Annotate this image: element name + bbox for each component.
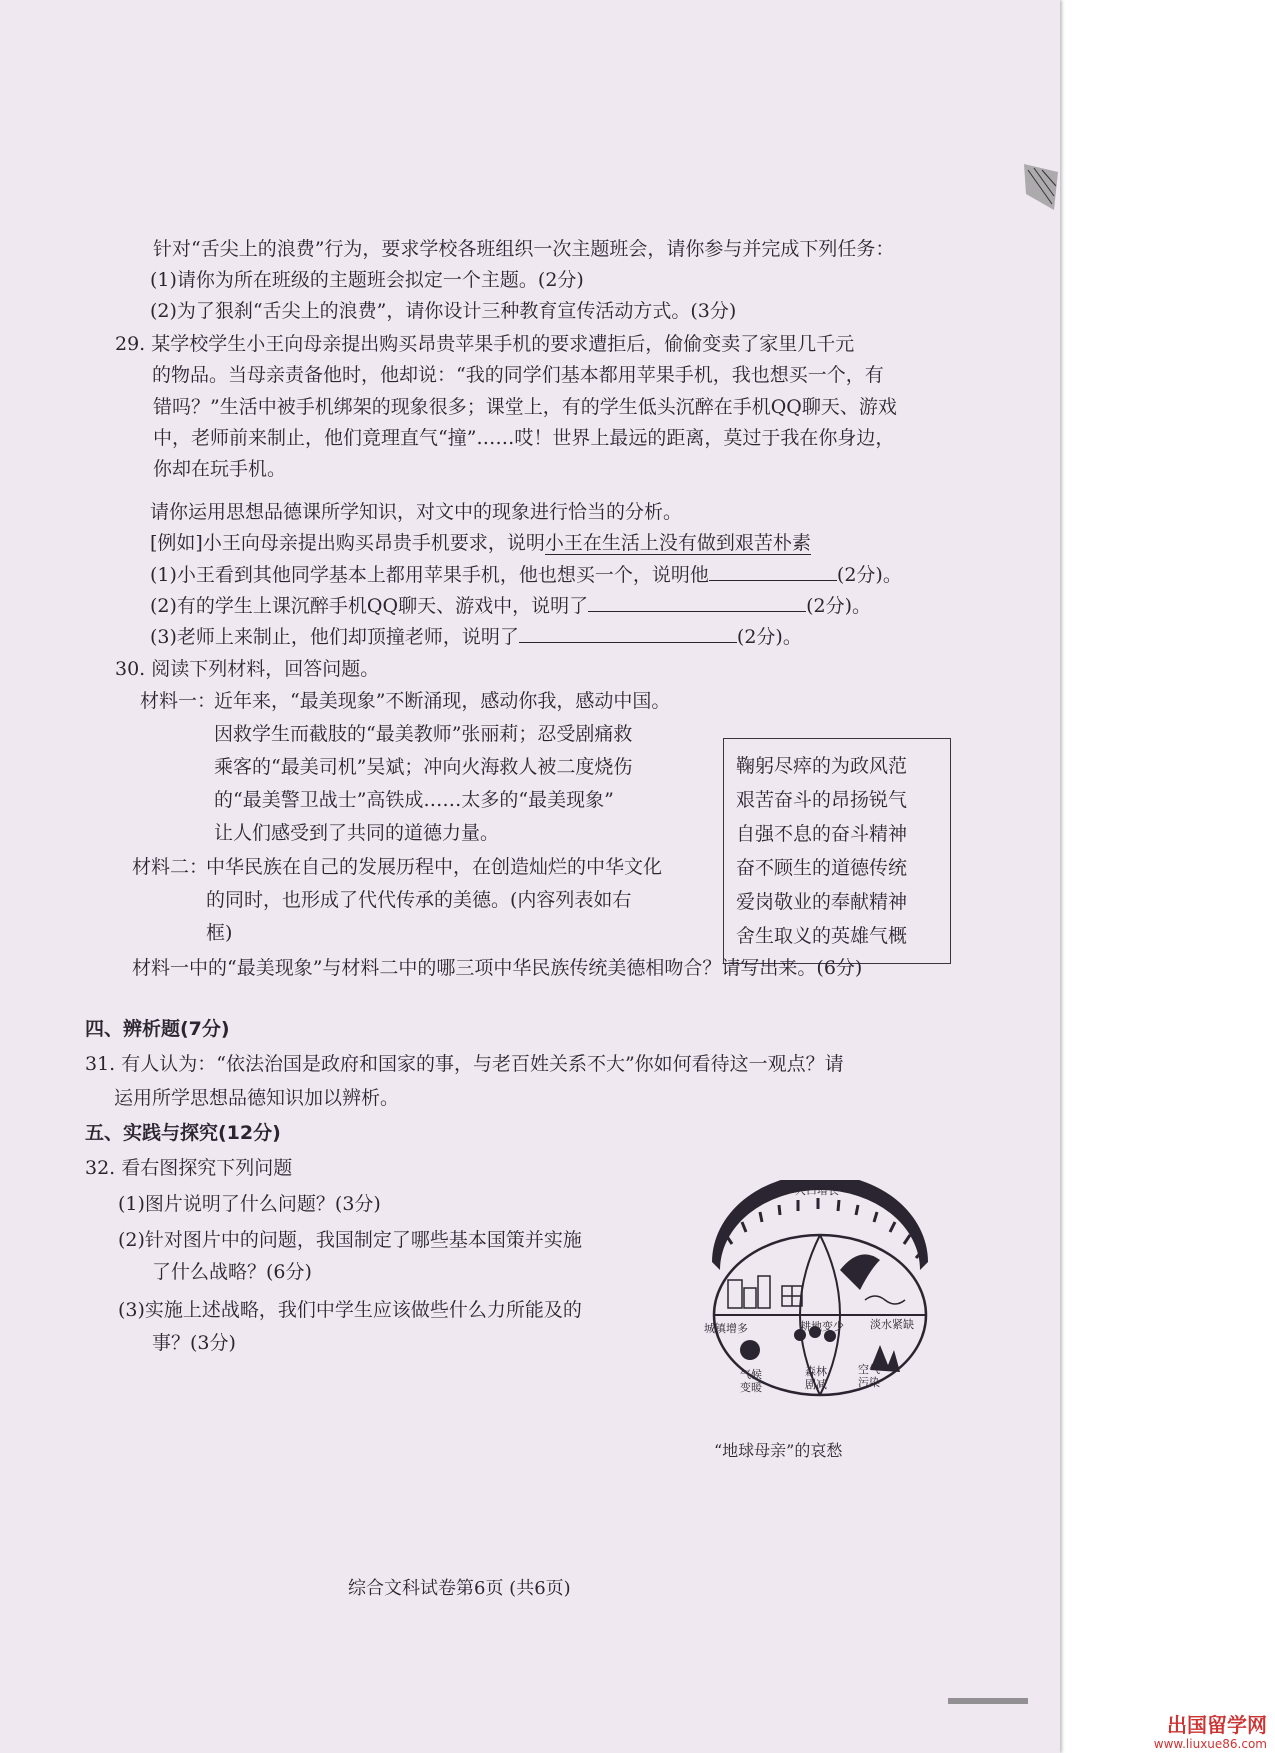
q28-task-2: (2)为了狠刹“舌尖上的浪费”，请你设计三种教育宣传活动方式。(3分)	[150, 300, 737, 322]
q30-material-2-label: 材料二：	[132, 856, 209, 878]
q28-intro: 针对“舌尖上的浪费”行为，要求学校各班组织一次主题班会，请你参与并完成下列任务：	[153, 238, 895, 260]
q30-material-1-line-5: 让人们感受到了共同的道德力量。	[214, 822, 500, 844]
q30-material-1-line-4: 的“最美警卫战士”高铁成……太多的“最美现象”	[214, 789, 614, 811]
virtue-item: 鞠躬尽瘁的为政风范	[736, 755, 908, 777]
q32-task-3a: (3)实施上述战略，我们中学生应该做些什么力所能及的	[118, 1299, 582, 1321]
q31-line-2: 运用所学思想品德知识加以辨析。	[114, 1087, 400, 1109]
q29-example-text: [例如]小王向母亲提出购买昂贵手机要求，说明	[150, 532, 545, 554]
q29-sub-3-score: (2分)。	[736, 626, 802, 648]
section-5-heading: 五、实践与探究(12分)	[85, 1122, 281, 1144]
virtue-item: 爱岗敬业的奉献精神	[736, 891, 908, 913]
virtue-item: 艰苦奋斗的昂扬锐气	[736, 789, 908, 811]
q30-material-2-line-3: 框)	[206, 922, 233, 944]
figure-label: 淡水紧缺	[870, 1318, 914, 1331]
figure-caption: “地球母亲”的哀愁	[714, 1441, 843, 1460]
virtue-item: 舍生取义的英雄气概	[736, 925, 908, 947]
q29-line-4: 中，老师前来制止，他们竟理直气“撞”……哎！世界上最远的距离，莫过于我在你身边，	[153, 427, 895, 449]
virtue-item: 奋不顾生的道德传统	[736, 857, 908, 879]
q32-task-2a: (2)针对图片中的问题，我国制定了哪些基本国策并实施	[118, 1229, 582, 1251]
q30-material-1-line-3: 乘客的“最美司机”吴斌；冲向火海救人被二度烧伤	[214, 756, 633, 778]
q29-example	[150, 531, 811, 555]
watermark-name: 出国留学网	[1167, 1713, 1267, 1737]
section-4-heading: 四、辨析题(7分)	[85, 1018, 230, 1040]
q29-sub-1-text: (1)小王看到其他同学基本上都用苹果手机，他也想买一个，说明他	[150, 564, 709, 586]
q29-line-1: 29. 某学校学生小王向母亲提出购买昂贵苹果手机的要求遭拒后，偷偷变卖了家里几千元	[115, 333, 855, 355]
q29-sub-3-text: (3)老师上来制止，他们却顶撞老师，说明了	[150, 626, 519, 648]
earth-figure	[700, 1180, 940, 1460]
q32-task-2b: 了什么战略？(6分)	[152, 1261, 312, 1283]
virtues-box	[723, 738, 951, 964]
q29-prompt: 请你运用思想品德课所学知识，对文中的现象进行恰当的分析。	[150, 501, 683, 523]
figure-label: 耕地变少	[800, 1320, 844, 1333]
q32-heading: 32. 看右图探究下列问题	[85, 1157, 293, 1179]
q29-line-3: 错吗？”生活中被手机绑架的现象很多；课堂上，有的学生低头沉醉在手机QQ聊天、游戏	[153, 396, 897, 418]
figure-label: 空气污染	[858, 1363, 880, 1389]
q30-material-1-line-1: 近年来，“最美现象”不断涌现，感动你我，感动中国。	[214, 690, 671, 712]
q29-sub-1	[150, 562, 902, 587]
q32-task-3b: 事？(3分)	[152, 1332, 236, 1354]
q28-task-1: (1)请你为所在班级的主题班会拟定一个主题。(2分)	[150, 269, 584, 291]
q30-heading: 30. 阅读下列材料，回答问题。	[115, 658, 380, 680]
scan-bottom-mark	[948, 1698, 1028, 1704]
answer-blank-2[interactable]	[588, 593, 806, 612]
site-watermark	[1154, 1713, 1267, 1751]
q29-sub-3	[150, 624, 802, 649]
q30-material-1-label: 材料一：	[140, 690, 217, 712]
q29-example-answer: 小王在生活上没有做到艰苦朴素	[544, 532, 811, 554]
watermark-url[interactable]: www.liuxue86.com	[1153, 1737, 1267, 1751]
page-footer: 综合文科试卷第6页 (共6页)	[348, 1578, 571, 1599]
q29-sub-1-score: (2分)。	[836, 564, 902, 586]
q32-task-1: (1)图片说明了什么问题？(3分)	[118, 1193, 381, 1215]
figure-label: 气候变暖	[740, 1368, 762, 1394]
answer-blank-3[interactable]	[519, 624, 737, 643]
answer-blank-1[interactable]	[709, 562, 837, 581]
q29-sub-2-text: (2)有的学生上课沉醉手机QQ聊天、游戏中，说明了	[150, 595, 589, 617]
q30-question: 材料一中的“最美现象”与材料二中的哪三项中华民族传统美德相吻合？请写出来。(6分)	[132, 957, 863, 979]
q30-material-1-line-2: 因救学生而截肢的“最美教师”张丽莉；忍受剧痛救	[214, 723, 633, 745]
q29-sub-2	[150, 593, 871, 618]
figure-label: 森林剧减	[805, 1365, 827, 1391]
q29-line-5: 你却在玩手机。	[153, 458, 287, 480]
virtue-item: 自强不息的奋斗精神	[736, 823, 908, 845]
q30-material-2-line-1: 中华民族在自己的发展历程中，在创造灿烂的中华文化	[206, 856, 663, 878]
figure-label: 城镇增多	[704, 1322, 748, 1335]
scan-edge-mark	[1024, 164, 1058, 210]
q29-sub-2-score: (2分)。	[806, 595, 871, 617]
figure-top-label: 人口增长	[795, 1184, 839, 1197]
q29-line-2: 的物品。当母亲责备他时，他却说：“我的同学们基本都用苹果手机，我也想买一个，有	[152, 364, 884, 386]
q31-line-1: 31. 有人认为：“依法治国是政府和国家的事，与老百姓关系不大”你如何看待这一观点？请	[85, 1053, 844, 1075]
q30-material-2-line-2: 的同时，也形成了代代传承的美德。(内容列表如右	[206, 889, 632, 911]
